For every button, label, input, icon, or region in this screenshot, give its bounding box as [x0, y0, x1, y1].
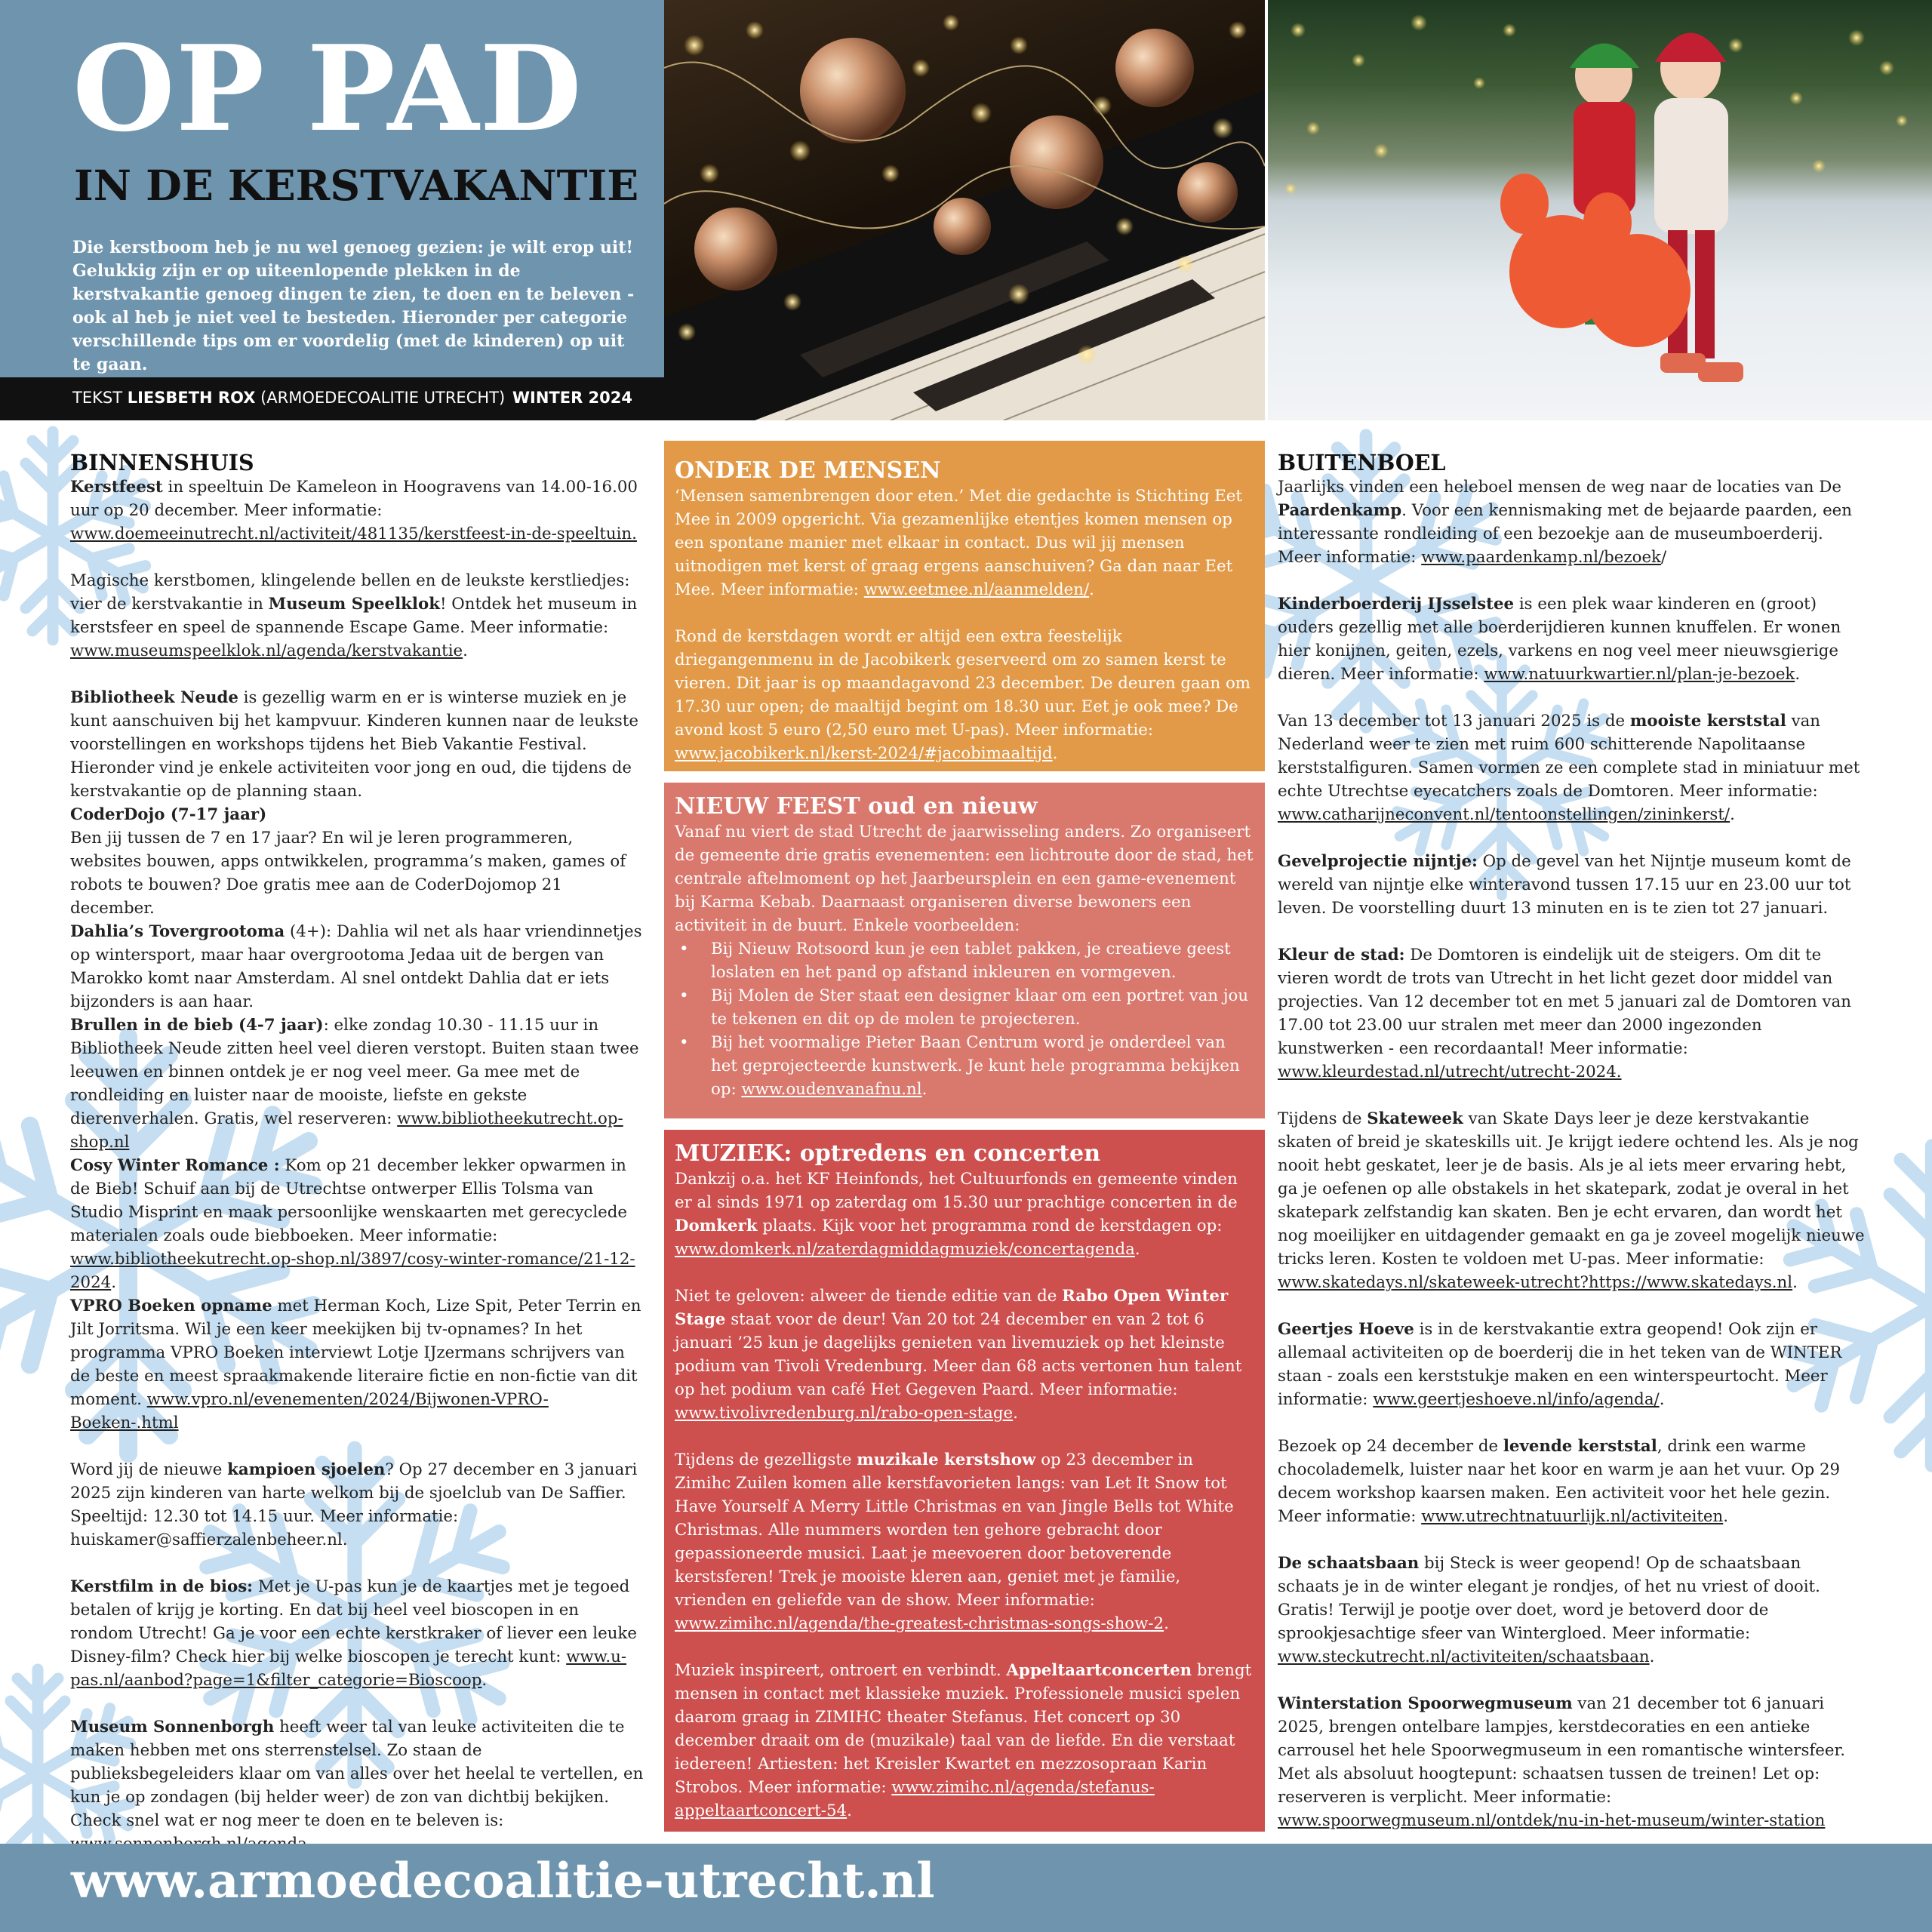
kleurdestad-item: Kleur de stad: De Domtoren is eindelijk uit de steigers. Om dit te vieren wordt de trots van Utrecht in het licht gezet door middel van projecties. Van 12 december tot en met 5 januari zal de Domtoren van 17.00 tot 23.00 uur stralen met meer dan 2000 ingezonden kunstwerken - een recordaantal! Meer informatie: www.kleurdestad.nl/utrecht/utrecht-2024.	[1278, 946, 1851, 1081]
spoorwegmuseum-link[interactable]: www.spoorwegmuseum.nl/ontdek/nu-in-het-museum/winter-station	[1278, 1811, 1826, 1830]
coderdojo-item: CoderDojo (7-17 jaar) Ben jij tussen de 7 en 17 jaar? En wil je leren programmeren, websites bouwen, apps ontwikkelen, programma’s maken, games of robots te bouwen? Doe gratis mee aan de CoderDojomop 21 december.	[70, 805, 626, 918]
issue-label: WINTER 2024	[512, 389, 632, 407]
domkerk-item: Dankzij o.a. het KF Heinfonds, het Cultuurfonds en gemeente vinden er al sinds 1971 op zaterdag om 15.30 uur prachtige concerten in de Domkerk plaats. Kijk voor het programma rond de kerstdagen op: www.domkerk.nl/zaterdagmiddagmuziek/concertagenda.	[675, 1170, 1238, 1259]
nieuw-bullet-list	[675, 937, 1254, 1101]
website-link[interactable]: www.armoedecoalitie-utrecht.nl	[71, 1853, 935, 1909]
header-panel	[0, 0, 664, 377]
section-heading-muziek: MUZIEK: optredens en concerten	[675, 1140, 1101, 1167]
author-credit: TEKST LIESBETH ROX (ARMOEDECOALITIE UTRECHT)	[72, 389, 506, 407]
nieuw-intro: Vanaf nu viert de stad Utrecht de jaarwisseling anders. Zo organiseert de gemeente drie gratis evenementen: een lichtroute door de stad, het centrale aftelmoment op het Jaarbeursplein en een game-evenement bij Karma Kebab. Daarnaast organiseren diverse bewoners een activiteit in de buurt. Enkele voorbeelden:	[675, 823, 1254, 935]
speelklok-link[interactable]: www.museumspeelklok.nl/agenda/kerstvakantie	[70, 641, 463, 660]
list-item: • Bij Nieuw Rotsoord kun je een tablet pakken, je creatieve geest loslaten en het pand op afstand inkleuren en vormgeven.	[675, 937, 1254, 984]
sonnenborgh-item: Museum Sonnenborgh heeft weer tal van leuke activiteiten die te maken hebben met ons sterrenstelsel. Zo staan de publieksbegeleiders klaar om van alles over het heelal te vertellen, en kun je op zondagen (bij helder weer) de zon van dichtbij bekijken. Check snel wat er nog meer te doen en te beleven is:	[70, 1715, 645, 1856]
steck-link[interactable]: www.steckutrecht.nl/activiteiten/schaatsbaan	[1278, 1647, 1650, 1666]
section-heading-nieuw: NIEUW FEEST oud en nieuw	[675, 793, 1038, 820]
buitenboel-column	[1278, 438, 1866, 1832]
credit-bar	[0, 377, 664, 420]
kleurdestad-link[interactable]: www.kleurdestad.nl/utrecht/utrecht-2024.	[1278, 1063, 1622, 1081]
sjoelen-item: Word jij de nieuwe kampioen sjoelen? Op 27 december en 3 januari 2025 zijn kinderen van harte welkom bij de sjoelclub van De Saffier. Speeltijd: 12.30 tot 14.15 uur. Meer informatie: huiskamer@saffierzalenbeheer.nl.	[70, 1460, 638, 1549]
paardenkamp-link[interactable]: www.paardenkamp.nl/bezoek	[1421, 548, 1661, 567]
eetmee-link[interactable]: www.eetmee.nl/aanmelden/	[863, 580, 1090, 599]
brullen-item: Brullen in de bieb (4-7 jaar): elke zondag 10.30 - 11.15 uur in Bibliotheek Neude zitten heel veel dieren verstopt. Buiten staan twee leeuwen en binnen ontdek je er nog veel meer. Ga mee met de rondleiding en luister naar de mooiste, liefste en gekste dierenverhalen. Gratis, wel reserveren: www.bibliotheekutrecht.op-shop.nl	[70, 1016, 639, 1152]
oudenvanafnu-link[interactable]: www.oudenvanafnu.nl	[741, 1080, 922, 1099]
list-item: • Bij het voormalige Pieter Baan Centrum word je onderdeel van het geprojecteerde kunstwerk. Je kunt hele programma bekijken op: www.oudenvanafnu.nl.	[675, 1031, 1254, 1101]
zimihc-show-link[interactable]: www.zimihc.nl/agenda/the-greatest-christmas-songs-show-2	[675, 1614, 1164, 1633]
muziek-box	[664, 1130, 1265, 1832]
appeltaart-link[interactable]: www.zimihc.nl/agenda/stefanus-appeltaartconcert-54	[675, 1778, 1155, 1820]
section-heading-binnenshuis: BINNENSHUIS	[70, 450, 254, 475]
rabo-item: Niet te geloven: alweer de tiende editie van de Rabo Open Winter Stage staat voor de deur! Van 20 tot 24 december en van 2 tot 6 januari ’25 kun je dagelijks genieten van livemuziek op het kleinste podium van Tivoli Vredenburg. Meer dan 68 acts vertonen hun talent op het podium van café Het Gegeven Paard. Meer informatie: www.tivolivredenburg.nl/rabo-open-stage.	[675, 1287, 1242, 1423]
levende-kerststal-item: Bezoek op 24 december de levende kerststal, drink een warme chocolademelk, luister naar het koor en warm je aan het vuur. Op 29 decem workshop kaarsen maken. Een activiteit voor het hele gezin. Meer informatie: www.utrechtnatuurlijk.nl/activiteiten.	[1278, 1437, 1841, 1526]
cosy-link[interactable]: www.bibliotheekutrecht.op-shop.nl/3897/cosy-winter-romance/21-12-2024	[70, 1250, 635, 1292]
page-subtitle: IN DE KERSTVAKANTIE	[74, 161, 639, 210]
skatedays-link[interactable]: www.skatedays.nl/skateweek-utrecht?https://www.skatedays.nl	[1278, 1273, 1793, 1292]
nijntje-item: Gevelprojectie nijntje: Op de gevel van het Nijntje museum komt de wereld van nijntje elke winteravond tussen 17.15 uur en 23.00 uur tot leven. De voorstelling duurt 13 minuten en is te zien tot 27 januari.	[1278, 852, 1851, 918]
tivoli-link[interactable]: www.tivolivredenburg.nl/rabo-open-stage	[675, 1404, 1014, 1423]
vpro-link[interactable]: www.vpro.nl/evenementen/2024/Bijwonen-VPRO-Boeken-.html	[70, 1390, 549, 1432]
jacobikerk-link[interactable]: www.jacobikerk.nl/kerst-2024/#jacobimaaltijd	[675, 744, 1053, 763]
piano-ornaments-photo	[664, 0, 1265, 420]
nieuw-feest-box	[664, 783, 1265, 1118]
geertjeshoeve-item: Geertjes Hoeve is in de kerstvakantie extra geopend! Ook zijn er allemaal activiteiten op de boerderij die in het teken van de WINTER staan - zoals een kerststukje maken en een winterspeurtocht. Meer informatie: www.geertjeshoeve.nl/info/agenda/.	[1278, 1320, 1842, 1409]
vpro-item: VPRO Boeken opname met Herman Koch, Lize Spit, Peter Terrin en Jilt Jorritsma. Wil je een keer meekijken bij tv-opnames? In het programma VPRO Boeken interviewt Lotje IJzermans schrijvers van de beste en meest spraakmakende literaire fictie en non-fictie van dit moment. www.vpro.nl/evenementen/2024/Bijwonen-VPRO-Boeken-.html	[70, 1297, 641, 1432]
geertjeshoeve-link[interactable]: www.geertjeshoeve.nl/info/agenda/	[1373, 1390, 1660, 1409]
neude-item: Bibliotheek Neude is gezellig warm en er is winterse muziek en je kunt aanschuiven bij het kampvuur. Kinderen kunnen naar de leukste voorstellingen en workshops tijdens het Bieb Vakantie Festival. Hieronder vind je enkele activiteiten voor jong en oud, die tijdens de kerstvakantie op de planning staan.	[70, 688, 639, 801]
utrechtnatuurlijk-link[interactable]: www.utrechtnatuurlijk.nl/activiteiten	[1421, 1507, 1724, 1526]
footer-bar	[0, 1844, 1932, 1932]
domkerk-link[interactable]: www.domkerk.nl/zaterdagmiddagmuziek/concertagenda	[675, 1240, 1135, 1259]
natuurkwartier-link[interactable]: www.natuurkwartier.nl/plan-je-bezoek	[1484, 665, 1795, 684]
speelklok-item: Magische kerstbomen, klingelende bellen en de leukste kerstliedjes: vier de kerstvakantie in Museum Speelklok! Ontdek het museum in kerstsfeer en speel de spannende Escape Game. Meer informatie: www.museumspeelklok.nl/agenda/kerstvakantie.	[70, 571, 638, 660]
ijsselstee-item: Kinderboerderij IJsselstee is een plek waar kinderen en (groot) ouders gezellig met alle boerderijdieren kunnen knuffelen. Er wonen hier konijnen, geiten, ezels, varkens en nog veel meer nieuwsgierige dieren. Meer informatie: www.natuurkwartier.nl/plan-je-bezoek.	[1278, 595, 1841, 684]
page-title: OP PAD	[72, 20, 583, 158]
spoorwegmuseum-item: Winterstation Spoorwegmuseum van 21 december tot 6 januari 2025, brengen ontelbare lampjes, kerstdecoraties en een antieke carrousel het hele Spoorwegmuseum in een romantische wintersfeer. Met als absoluut hoogtepunt: schaatsen tussen de treinen! Let op: reserveren is verplicht. Meer informatie: www.spoorwegmuseum.nl/ontdek/nu-in-het-museum/winter-station	[1278, 1694, 1846, 1830]
eetmee-item: ‘Mensen samenbrengen door eten.’ Met die gedachte is Stichting Eet Mee in 2009 opgericht. Via gezamenlijke etentjes komen mensen op een spontane manier met elkaar in contact. Dus wil jij mensen uitnodigen met kerst of graag ergens aanschuiven? Ga dan naar Eet Mee. Meer informatie: www.eetmee.nl/aanmelden/.	[675, 487, 1242, 599]
section-heading-onder: ONDER DE MENSEN	[675, 457, 941, 484]
paardenkamp-item: Jaarlijks vinden een heleboel mensen de weg naar de locaties van De Paardenkamp. Voor een kennismaking met de bejaarde paarden, een interessante rondleiding of een bezoekje aan de museumboerderij. Meer informatie: www.paardenkamp.nl/bezoek/	[1278, 478, 1853, 567]
catharijneconvent-link[interactable]: www.catharijneconvent.nl/tentoonstellingen/zininkerst/	[1278, 805, 1730, 824]
kerstfeest-item: Kerstfeest in speeltuin De Kameleon in Hoogravens van 14.00-16.00 uur op 20 december. Meer informatie: www.doemeeinutrecht.nl/activiteit/481135/kerstfeest-in-de-speeltuin.	[70, 478, 638, 543]
kerstshow-item: Tijdens de gezelligste muzikale kerstshow op 23 december in Zimihc Zuilen komen alle kerstfavorieten langs: van Let It Snow tot Have Yourself A Merry Little Christmas en van Jingle Bells tot White Christmas. Alle nummers worden ten gehore gebracht door gepassioneerde musici. Laat je meevoeren door betoverende kerstsferen! Trek je mooiste kleren aan, geniet met je familie, vrienden en geliefde van de show. Meer informatie: www.zimihc.nl/agenda/the-greatest-christmas-songs-show-2.	[675, 1451, 1234, 1633]
ice-skating-kids-photo	[1268, 0, 1932, 420]
onder-de-mensen-box	[664, 441, 1265, 771]
dahlia-item: Dahlia’s Tovergrootoma (4+): Dahlia wil net als haar vriendinnetjes op wintersport, maar haar overgrootoma Jedaa uit de bergen van Marokko komt naar Amsterdam. Al snel ontdekt Dahlia dat er iets bijzonders is aan haar.	[70, 922, 642, 1011]
kerstfilm-item: Kerstfilm in de bios: Met je U-pas kun je de kaartjes met je tegoed betalen of krijg je korting. En dat bij heel veel bioscopen in en rondom Utrecht! Ga je voor een echte kerstkraker of liever een leuke Disney-film? Check hier bij welke bioscopen je terecht kunt: www.u-pas.nl/aanbod?page=1&filter_categorie=Bioscoop.	[70, 1577, 637, 1690]
cosy-item: Cosy Winter Romance : Kom op 21 december lekker opwarmen in de Bieb! Schuif aan bij de Utrechtse ontwerper Ellis Tolsma van Studio Misprint en maak persoonlijke wenskaarten met gerecyclede materialen zoals oude biebboeken. Meer informatie: www.bibliotheekutrecht.op-shop.nl/3897/cosy-winter-romance/21-12-2024.	[70, 1156, 635, 1292]
binnenshuis-column	[70, 438, 645, 1879]
kerststal-item: Van 13 december tot 13 januari 2025 is de mooiste kerststal van Nederland weer te zien met ruim 600 schitterende Napolitaanse kerststalfiguren. Samen vormen ze een complete stad in miniatuur met echte Utrechtse eyecatchers zoals de Domtoren. Meer informatie: www.catharijneconvent.nl/tentoonstellingen/zininkerst/.	[1278, 712, 1860, 824]
section-heading-buitenboel: BUITENBOEL	[1278, 450, 1446, 475]
kerstfilm-link[interactable]: www.u-pas.nl/aanbod?page=1&filter_categorie=Bioscoop	[70, 1647, 627, 1690]
skateweek-item: Tijdens de Skateweek van Skate Days leer je deze kerstvakantie skaten of breid je skateskills uit. Je krijgt iedere ochtend les. Als je nog nooit hebt geskatet, leer je de basis. Als je al iets meer ervaring hebt, ga je oefenen op alle obstakels in het skatepark, zodat je overal in het skatepark zelfstandig kan skaten. Ben je echt ervaren, dan wordt het nog moeilijker en uitdagender gemaakt en ga je zoveel mogelijk nieuwe tricks leren. Kosten te voldoen met U-pas. Meer informatie: www.skatedays.nl/skateweek-utrecht?https://www.skatedays.nl.	[1278, 1109, 1865, 1292]
schaatsbaan-item: De schaatsbaan bij Steck is weer geopend! Op de schaatsbaan schaats je in de winter elegant je rondjes, of het nu vriest of dooit. Gratis! Terwijl je pootje over doet, word je betoverd door de sprookjesachtige sfeer van Wintergloed. Meer informatie: www.steckutrecht.nl/activiteiten/schaatsbaan.	[1278, 1554, 1820, 1666]
kerstfeest-link[interactable]: www.doemeeinutrecht.nl/activiteit/481135/kerstfeest-in-de-speeltuin.	[70, 525, 637, 543]
brullen-link[interactable]: www.bibliotheekutrecht.op-shop.nl	[70, 1109, 623, 1152]
intro-text: Die kerstboom heb je nu wel genoeg gezien: je wilt erop uit! Gelukkig zijn er op uiteenlopende plekken in de kerstvakantie genoeg dingen te zien, te doen en te beleven - ook al heb je niet veel te besteden. Hieronder per categorie verschillende tips om er voordelig (met de kinderen) op uit te gaan.	[72, 238, 635, 374]
list-item: • Bij Molen de Ster staat een designer klaar om een portret van jou te tekenen en dit op de molen te projecteren.	[675, 984, 1254, 1031]
appeltaart-item: Muziek inspireert, ontroert en verbindt. Appeltaartconcerten brengt mensen in contact met klassieke muziek. Professionele musici spelen daarom graag in ZIMIHC theater Stefanus. Het concert op 30 december draait om de (muzikale) taal van de liefde. En die verstaat iedereen! Artiesten: het Kreisler Kwartet en mezzosopraan Karin Strobos. Meer informatie: www.zimihc.nl/agenda/stefanus-appeltaartconcert-54.	[675, 1661, 1252, 1820]
jacobikerk-item: Rond de kerstdagen wordt er altijd een extra feestelijk driegangenmenu in de Jacobikerk geserveerd om zo samen kerst te vieren. Dit jaar is op maandagavond 23 december. De deuren gaan om 17.30 uur open; de maaltijd begint om 18.30 uur. Eet je ook mee? De avond kost 5 euro (2,50 euro met U-pas). Meer informatie: www.jacobikerk.nl/kerst-2024/#jacobimaaltijd.	[675, 627, 1251, 763]
